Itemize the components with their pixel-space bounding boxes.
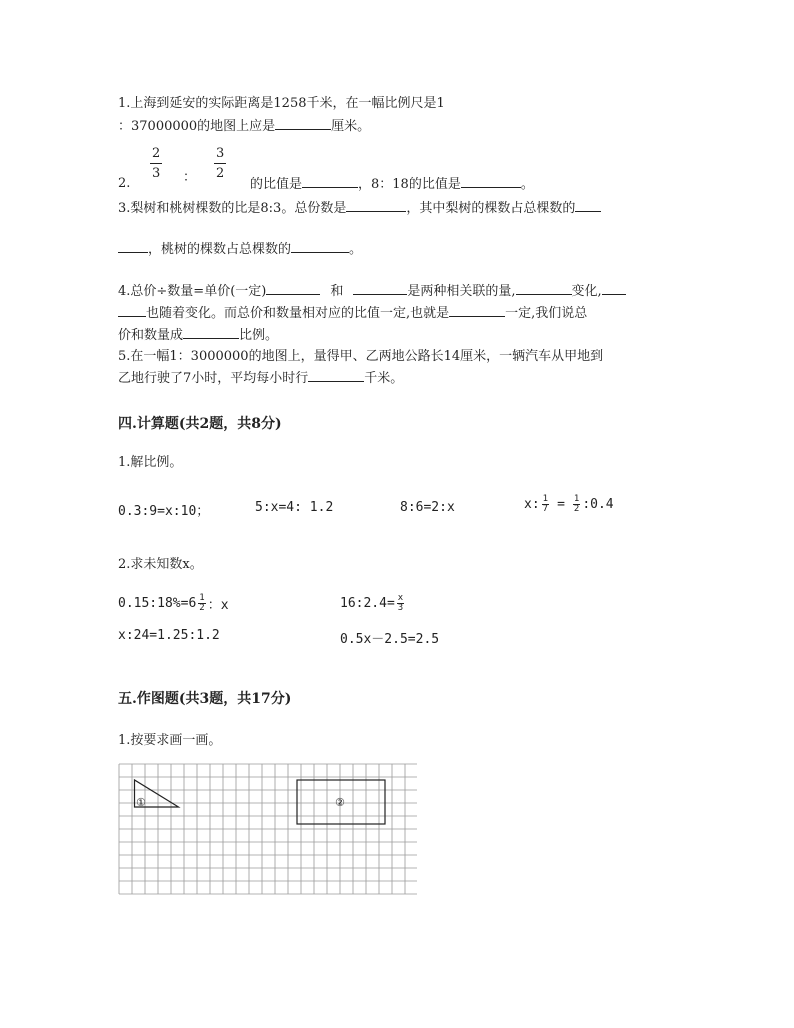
- equation-6-text-a: 16:2.4=: [340, 596, 395, 611]
- equation-4: [524, 495, 614, 514]
- equation-3: 8:6=2:x: [400, 500, 455, 515]
- equation-2: 5:x=4: 1.2: [255, 500, 334, 515]
- drawing-grid[interactable]: [117, 762, 417, 898]
- q2-fraction-2: [214, 146, 226, 182]
- q4-text-f: 一定,我们说总: [505, 306, 588, 321]
- grid-lines: [119, 764, 417, 894]
- q3-answer-blank-2b[interactable]: [118, 241, 148, 253]
- q4-text-g: 价和数量成: [118, 328, 184, 343]
- q2-answer-blank-2[interactable]: [461, 176, 521, 188]
- q5-answer-blank[interactable]: [308, 370, 364, 382]
- equation-5-text-a: 0.15:18%=6: [118, 596, 197, 611]
- q1-answer-blank[interactable]: [275, 118, 331, 130]
- equation-4-fraction-2: [573, 495, 580, 514]
- q2-answer-blank-1[interactable]: [302, 176, 358, 188]
- q3-answer-blank-3[interactable]: [291, 241, 349, 253]
- equation-6: [340, 594, 406, 613]
- equation-4-fraction-1-numerator: 1: [542, 494, 549, 504]
- q3-text-b: ，其中梨树的棵数占总棵数的: [406, 201, 576, 216]
- equation-6-fraction: [397, 594, 404, 613]
- q4-answer-blank-6[interactable]: [183, 327, 239, 339]
- equation-1: 0.3:9=x:10；: [118, 504, 210, 519]
- q2-fraction-2-numerator: 3: [214, 146, 226, 164]
- q3-answer-blank-2[interactable]: [575, 200, 601, 212]
- q3-answer-blank-1[interactable]: [346, 200, 406, 212]
- q2-text-a: 的比值是: [250, 177, 303, 192]
- equation-4-fraction-2-numerator: 1: [573, 494, 580, 504]
- q4-text-b: 和: [330, 284, 344, 299]
- q4-line3: [118, 327, 278, 344]
- shape-1-label: ①: [136, 796, 146, 809]
- equation-8: 0.5x－2.5=2.5: [340, 632, 440, 647]
- section5-q1: 1.按要求画一画。: [118, 733, 222, 748]
- equation-4-text-b: :0.4: [582, 497, 614, 512]
- q4-answer-blank-5[interactable]: [449, 305, 505, 317]
- q4-answer-blank-4b[interactable]: [118, 305, 146, 317]
- q2-fraction-1-denominator: 3: [152, 166, 161, 181]
- q3-text-a: 3.梨树和桃树棵数的比是8:3。总份数是: [118, 201, 347, 216]
- q5-text-a: 乙地行驶了7小时，平均每小时行: [118, 371, 309, 386]
- section4-q2: 2.求未知数x。: [118, 557, 203, 572]
- shape-2-label: ②: [335, 796, 345, 809]
- q2-colon: ：: [183, 170, 197, 185]
- q5-text-b: 千米。: [364, 371, 404, 386]
- q1-text-a: ：37000000的地图上应是: [118, 119, 276, 134]
- section4-title: 四.计算题(共2题，共8分): [118, 416, 282, 432]
- equation-4-fraction-1: [542, 495, 549, 514]
- q5-line2: [118, 370, 403, 387]
- q2-number: 2.: [118, 176, 131, 191]
- q4-line1: [118, 283, 626, 300]
- q5-line1: 5.在一幅1：3000000的地图上，量得甲、乙两地公路长14厘米，一辆汽车从甲地到: [118, 349, 604, 364]
- q1-line2: [118, 118, 370, 135]
- q3-line1: [118, 200, 601, 217]
- section4-q1: 1.解比例。: [118, 455, 183, 470]
- q3-line2: [118, 241, 362, 258]
- q4-text-h: 比例。: [239, 328, 279, 343]
- equation-4-fraction-2-denominator: 2: [573, 504, 580, 514]
- q4-text-d: 变化,: [571, 284, 602, 299]
- section5-title: 五.作图题(共3题，共17分): [118, 691, 292, 707]
- q1-line1: 1.上海到延安的实际距离是1258千米，在一幅比例尺是1: [118, 96, 445, 111]
- equation-6-fraction-denominator: 3: [397, 603, 404, 613]
- equation-5-fraction-numerator: 1: [199, 593, 205, 603]
- equation-4-equals: =: [557, 497, 565, 512]
- equation-7: x:24=1.25:1.2: [118, 628, 220, 643]
- q4-answer-blank-2[interactable]: [353, 283, 407, 295]
- q2-text-b: ，8：18的比值是: [358, 177, 461, 192]
- equation-6-fraction-numerator: x: [397, 593, 404, 603]
- equation-4-text-a: x:: [524, 497, 540, 512]
- equation-5-text-b: ：x: [207, 598, 229, 613]
- q2-fraction-1-numerator: 2: [150, 146, 162, 164]
- q2-text-c: 。: [520, 177, 534, 192]
- q3-text-d: 。: [349, 242, 363, 257]
- q4-line2: [118, 305, 587, 322]
- q4-text-e: 也随着变化。而总价和数量相对应的比值一定,也就是: [146, 306, 450, 321]
- q1-text-b: 厘米。: [331, 119, 371, 134]
- equation-5-fraction: [198, 594, 205, 613]
- q4-answer-blank-4[interactable]: [602, 283, 626, 295]
- equation-5-fraction-denominator: 2: [199, 603, 205, 613]
- q4-answer-blank-3[interactable]: [516, 283, 572, 295]
- equation-5: [118, 594, 229, 613]
- q2-fraction-2-denominator: 2: [216, 166, 225, 181]
- q4-answer-blank-1[interactable]: [266, 283, 320, 295]
- q2-fraction-1: [150, 146, 162, 182]
- q3-text-c: ，桃树的棵数占总棵数的: [148, 242, 292, 257]
- q4-text-a: 4.总价÷数量=单价(一定): [118, 284, 267, 299]
- equation-4-fraction-1-denominator: 7: [542, 504, 549, 514]
- q2-line: [250, 176, 534, 193]
- q4-text-c: 是两种相关联的量,: [407, 284, 516, 299]
